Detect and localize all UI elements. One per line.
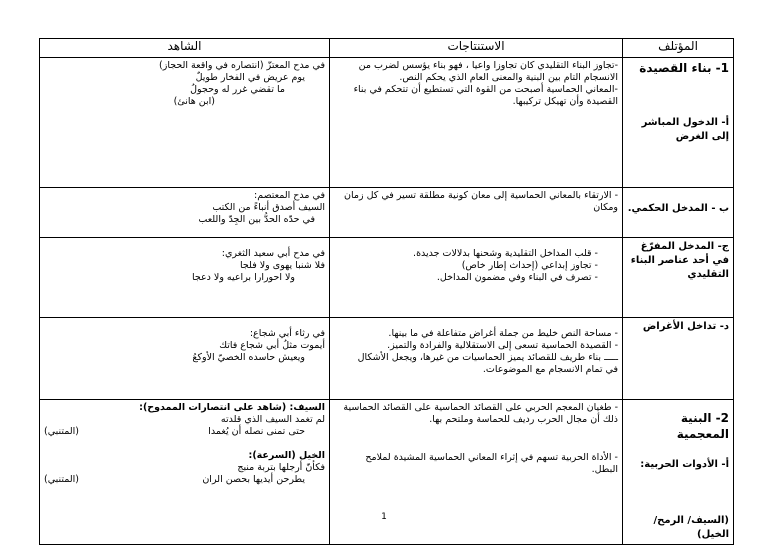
table-row <box>40 318 734 400</box>
evidence-line: أيموت مثلُ أبي شجاع فاتك <box>219 340 325 351</box>
header-conclusions: الاستنتاجات <box>330 39 623 58</box>
evidence-verse-row <box>44 426 325 438</box>
evidence-line: ويعيش حاسده الخصيّ الأوكعُ <box>192 352 305 363</box>
conclusion-line: البطل. <box>591 464 618 475</box>
term-main: ج- المدخل المفرّغ في أحد عناصر البناء التقليدي <box>630 241 729 280</box>
conclusion-line: الانسجام التام بين البنية والمعنى العام الذي يحكم النص. <box>399 72 618 83</box>
term-cell <box>623 238 734 318</box>
evidence-line: لم تغمد السيف الذي قلدته <box>220 414 325 425</box>
evidence-title: السيف: (شاهد على انتصارات الممدوح): <box>139 402 325 413</box>
evidence-line: في مدح المعتزّ (انتصاره في واقعة الحجاز) <box>159 60 325 71</box>
evidence-title: الخيل (السرعة): <box>248 450 325 461</box>
conclusions-cell <box>330 318 623 400</box>
term-main: د- تداخل الأغراض <box>642 321 729 332</box>
term-foot: (السيف/ الرمح/ الخيل) <box>653 515 729 540</box>
conclusion-line: - تجاوز إبداعي (إحداث إطار خاص) <box>461 260 598 271</box>
term-main: ب - المدخل الحكمي. <box>627 203 729 214</box>
table-row <box>40 238 734 318</box>
table-row <box>40 400 734 545</box>
term-sub: أ- الدخول المباشر إلى الغرض <box>641 117 729 142</box>
evidence-line: فكأنّ أرجلها بتربة منبج <box>237 462 325 473</box>
evidence-cell <box>40 400 330 545</box>
conclusion-line: - الأداة الحربية تسهم في إثراء المعاني الحماسية المشيدة لملامح <box>365 452 618 463</box>
evidence-line: يوم عريض في الفخار طويلٌ <box>195 72 305 83</box>
evidence-citation: (المتنبي) <box>44 474 79 485</box>
conclusion-line: -المعاني الحماسية أصبحت من القوة التي تستطيع أن تتحكم في بناء <box>353 84 618 95</box>
table-row <box>40 58 734 188</box>
table-row <box>40 188 734 238</box>
conclusions-cell <box>330 400 623 545</box>
evidence-line: حتى تمنى نصله أن يُغمدا <box>208 426 305 437</box>
header-evidence: الشاهد <box>40 39 330 58</box>
evidence-line: ما تقضي غرر له وحجولُ <box>190 84 285 95</box>
conclusion-line: - تصرف في البناء وفي مضمون المداخل. <box>436 272 598 283</box>
evidence-cell <box>40 238 330 318</box>
analysis-table <box>39 38 734 545</box>
conclusion-line: - قلب المداخل التقليدية وشحنها بدلالات جديدة. <box>413 248 598 259</box>
conclusion-line <box>334 426 618 452</box>
conclusion-line: - طغيان المعجم الحربي على القصائد الحماسية على القصائد الحماسية <box>343 402 618 413</box>
conclusions-cell <box>330 238 623 318</box>
term-cell <box>623 318 734 400</box>
page-number: 1 <box>381 512 387 522</box>
evidence-line: يطرحن أيديها بحصن الران <box>202 474 305 485</box>
conclusion-line: في تمام الانسجام مع الموضوعات. <box>482 364 618 375</box>
evidence-verse-row <box>44 474 325 486</box>
evidence-line: في حدّه الحدُّ بين الجِدّ واللعب <box>198 214 315 225</box>
conclusions-cell <box>330 188 623 238</box>
evidence-line: فلا شنبا يهوى ولا فلجا <box>240 260 325 271</box>
conclusion-line: - الارتقاء بالمعاني الحماسية إلى معان كونية مطلقة تسير في كل زمان <box>344 190 618 201</box>
evidence-line: ولا احورارا براعيه ولا دعجا <box>191 272 295 283</box>
evidence-line: في رثاء أبي شجاع: <box>249 328 325 339</box>
evidence-citation: (ابن هانئ) <box>173 96 215 107</box>
header-term: المؤتلف <box>623 39 734 58</box>
term-main: 1- بناء القصيدة <box>639 61 729 75</box>
conclusion-line: -تجاوز البناء التقليدي كان تجاوزا واعيا ، فهو بناء يؤسس لضرب من <box>358 60 618 71</box>
conclusion-line: ـــــ بناء طريف للقصائد يميز الحماسيات من غيرها، ويجعل الأشكال <box>357 352 618 363</box>
conclusion-line: القصيدة وأن تهيكل تركيبها. <box>512 96 618 107</box>
evidence-citation: (المتنبي) <box>44 426 79 437</box>
term-cell <box>623 188 734 238</box>
term-main: 2- البنية المعجمية <box>676 411 729 441</box>
conclusion-line: ذلك أن مجال الحرب رديف للحماسة وملتحم بها. <box>429 414 618 425</box>
evidence-cell <box>40 58 330 188</box>
table-header-row <box>40 39 734 58</box>
conclusions-cell <box>330 58 623 188</box>
term-cell <box>623 400 734 545</box>
evidence-line: في مدح المعتصم: <box>254 190 325 201</box>
term-sub: أ- الأدوات الحربية: <box>640 459 729 470</box>
conclusion-line: - مساحة النص خليط من جملة أغراض متفاعلة في ما بينها. <box>388 328 618 339</box>
evidence-line: السيف أصدق أنباءً من الكتب <box>212 202 325 213</box>
conclusion-line: ومكان <box>593 202 618 213</box>
evidence-cell <box>40 188 330 238</box>
term-cell <box>623 58 734 188</box>
evidence-line: في مدح أبي سعيد الثغري: <box>221 248 325 259</box>
evidence-cell <box>40 318 330 400</box>
conclusion-line: - القصيدة الحماسية تسعى إلى الاستقلالية والفرادة والتميز. <box>387 340 618 351</box>
